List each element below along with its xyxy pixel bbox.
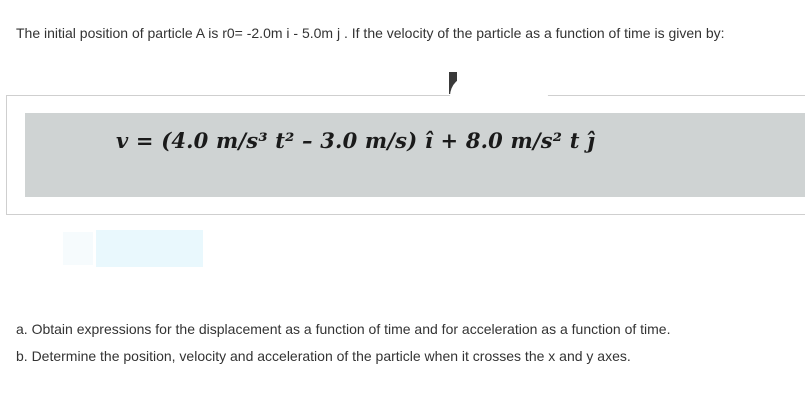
selection-highlight xyxy=(96,230,203,267)
question-b: b. Determine the position, velocity and acceleration of the particle when it crosses the x and y axes. xyxy=(16,348,631,364)
equation-image xyxy=(25,113,805,197)
question-a: a. Obtain expressions for the displacement as a function of time and for acceleration as a function of time. xyxy=(16,321,671,337)
problem-intro: The initial position of particle A is r0= -2.0m i - 5.0m j . If the velocity of the particle as a function of time is given by: xyxy=(16,25,725,41)
velocity-equation: v = (4.0 m/s³ t² – 3.0 m/s) î + 8.0 m/s² t ĵ xyxy=(116,128,595,153)
faint-highlight xyxy=(63,232,93,265)
overlay-blob xyxy=(450,76,548,116)
